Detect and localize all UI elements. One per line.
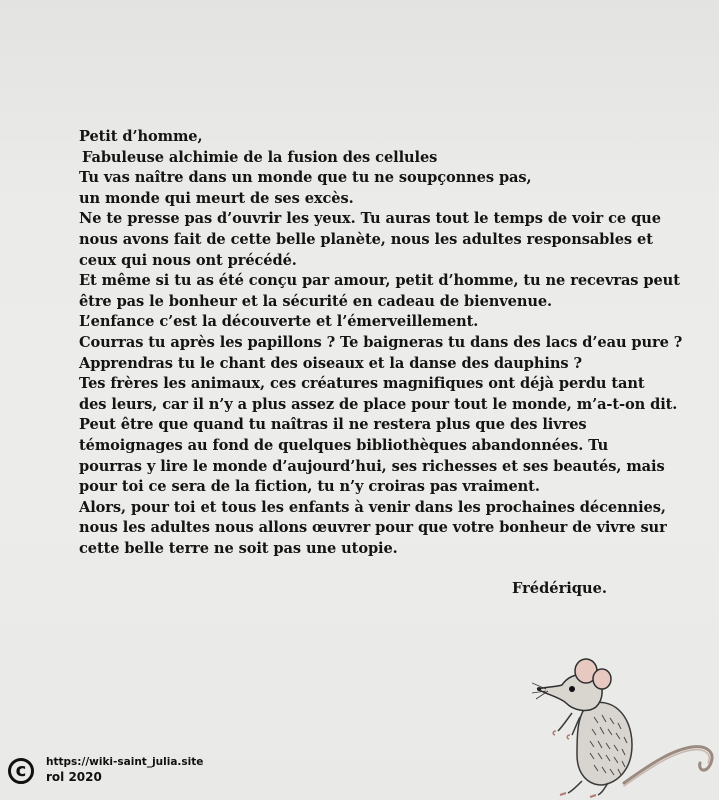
poem-line: Courras tu après les papillons ? Te baigneras tu dans des lacs d’eau pure ? <box>79 333 683 351</box>
poem-line: être pas le bonheur et la sécurité en cadeau de bienvenue. <box>79 292 553 310</box>
poem-line: L’enfance c’est la découverte et l’émerveillement. <box>79 313 479 331</box>
poem-line: Apprendras tu le chant des oiseaux et la danse des dauphins ? <box>79 354 582 372</box>
copyright-url: https://wiki-saint_julia.site <box>46 756 204 768</box>
poem-text <box>79 127 683 559</box>
poem-line: Tu vas naître dans un monde que tu ne soupçonnes pas, <box>79 169 532 187</box>
poem-line: témoignages au fond de quelques bibliothèques abandonnées. Tu <box>79 436 609 454</box>
poem-line: Ne te presse pas d’ouvrir les yeux. Tu auras tout le temps de voir ce que <box>79 210 661 228</box>
poem-line: des leurs, car il n’y a plus assez de place pour tout le monde, m’a-t-on dit. <box>79 395 678 413</box>
poem-line: Alors, pour toi et tous les enfants à venir dans les prochaines décennies, <box>79 498 666 516</box>
poem-line: un monde qui meurt de ses excès. <box>79 189 354 207</box>
poem-line: cette belle terre ne soit pas une utopie. <box>79 539 398 557</box>
mouse-drawing-icon <box>532 655 719 800</box>
poem-line: pour toi ce sera de la fiction, tu n’y croiras pas vraiment. <box>79 478 540 496</box>
poem-line: pourras y lire le monde d’aujourd’hui, ses richesses et ses beautés, mais <box>79 457 665 475</box>
poem-line: Petit d’homme, <box>79 128 203 145</box>
poem-line: nous les adultes nous allons œuvrer pour que votre bonheur de vivre sur <box>79 519 667 537</box>
poem-line: ceux qui nous ont précédé. <box>79 251 297 269</box>
copyright-icon: c <box>8 758 34 784</box>
poem-line: Fabuleuse alchimie de la fusion des cellules <box>82 148 438 166</box>
poem-line: nous avons fait de cette belle planète, nous les adultes responsables et <box>79 230 653 248</box>
poem-line: Peut être que quand tu naîtras il ne restera plus que des livres <box>79 416 587 434</box>
poem-line: Tes frères les animaux, ces créatures magnifiques ont déjà perdu tant <box>79 375 645 393</box>
copyright-credit: rol 2020 <box>46 770 102 784</box>
poem-line: Et même si tu as été conçu par amour, petit d’homme, tu ne recevras peut <box>79 272 680 290</box>
signature: Frédérique. <box>512 580 607 597</box>
